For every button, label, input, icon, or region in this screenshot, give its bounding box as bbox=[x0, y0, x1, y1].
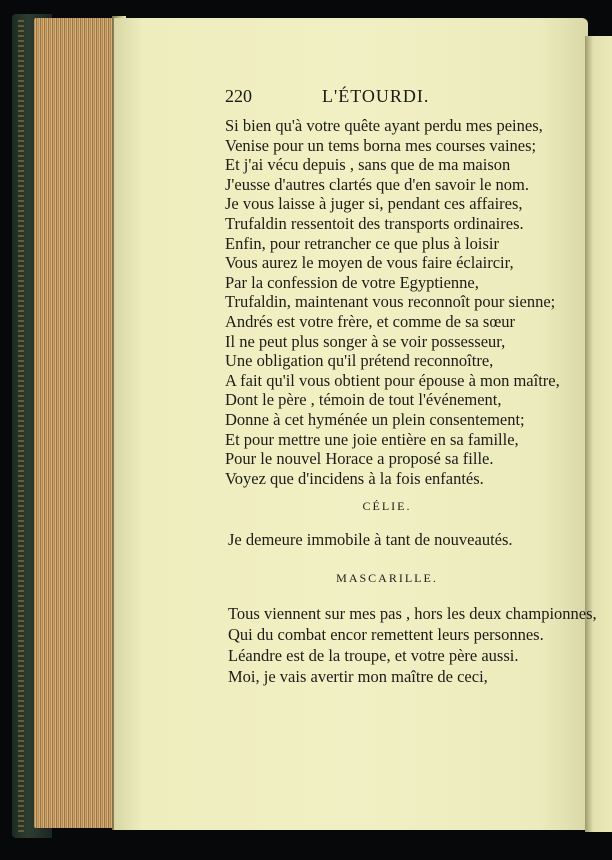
verse-line: Venise pour un tems borna mes courses vaines; bbox=[225, 135, 537, 155]
verse-line: Et pour mettre une joie entière en sa famille, bbox=[225, 429, 519, 449]
speaker-celie: CÉLIE. bbox=[362, 499, 412, 513]
verse-line: Qui du combat encor remettent leurs personnes. bbox=[228, 625, 544, 644]
verse-line: Dont le père , témoin de tout l'événement, bbox=[225, 390, 502, 410]
next-page-edge bbox=[585, 36, 612, 832]
running-head: L'ÉTOURDI. bbox=[322, 86, 430, 106]
verse-line: Je vous laisse à juger si, pendant ces affaires, bbox=[225, 194, 523, 214]
verse-line: J'eusse d'autres clartés que d'en savoir le nom. bbox=[225, 174, 529, 194]
verse-block-1 bbox=[225, 116, 560, 488]
verse-line: Et j'ai vécu depuis , sans que de ma maison bbox=[225, 155, 511, 175]
verse-line: Par la confession de votre Egyptienne, bbox=[225, 272, 479, 292]
cover-edge bbox=[18, 20, 24, 832]
verse-line: Si bien qu'à votre quête ayant perdu mes peines, bbox=[225, 116, 543, 135]
verse-block-2 bbox=[228, 603, 597, 687]
verse-line: Léandre est de la troupe, et votre père aussi. bbox=[228, 646, 519, 665]
verse-line: Andrés est votre frère, et comme de sa sœur bbox=[225, 311, 516, 331]
verse-line: Voyez que d'incidens à la fois enfantés. bbox=[225, 468, 484, 488]
verse-line: Trufaldin, maintenant vous reconnoît pour sienne; bbox=[225, 292, 556, 312]
verse-line: Vous aurez le moyen de vous faire éclaircir, bbox=[225, 253, 514, 273]
verse-line: Pour le nouvel Horace a proposé sa fille. bbox=[225, 449, 494, 469]
verse-line: Tous viennent sur mes pas , hors les deux championnes, bbox=[228, 604, 597, 623]
speaker-mascarille: MASCARILLE. bbox=[336, 571, 438, 585]
verse-line: Enfin, pour retrancher ce que plus à loisir bbox=[225, 233, 499, 253]
verse-line: Donne à cet hyménée un plein consentement; bbox=[225, 409, 525, 429]
verse-line: A fait qu'il vous obtient pour épouse à mon maître, bbox=[225, 370, 560, 390]
page-edges bbox=[34, 18, 116, 828]
verse-line: Une obligation qu'il prétend reconnoître, bbox=[225, 351, 494, 371]
page-number: 220 bbox=[225, 86, 252, 106]
verse-line-celie: Je demeure immobile à tant de nouveautés. bbox=[228, 530, 513, 549]
verse-line: Moi, je vais avertir mon maître de ceci, bbox=[228, 667, 488, 686]
verse-line: Trufaldin ressentoit des transports ordinaires. bbox=[225, 213, 524, 233]
verse-line: Il ne peut plus songer à se voir possesseur, bbox=[225, 331, 506, 351]
